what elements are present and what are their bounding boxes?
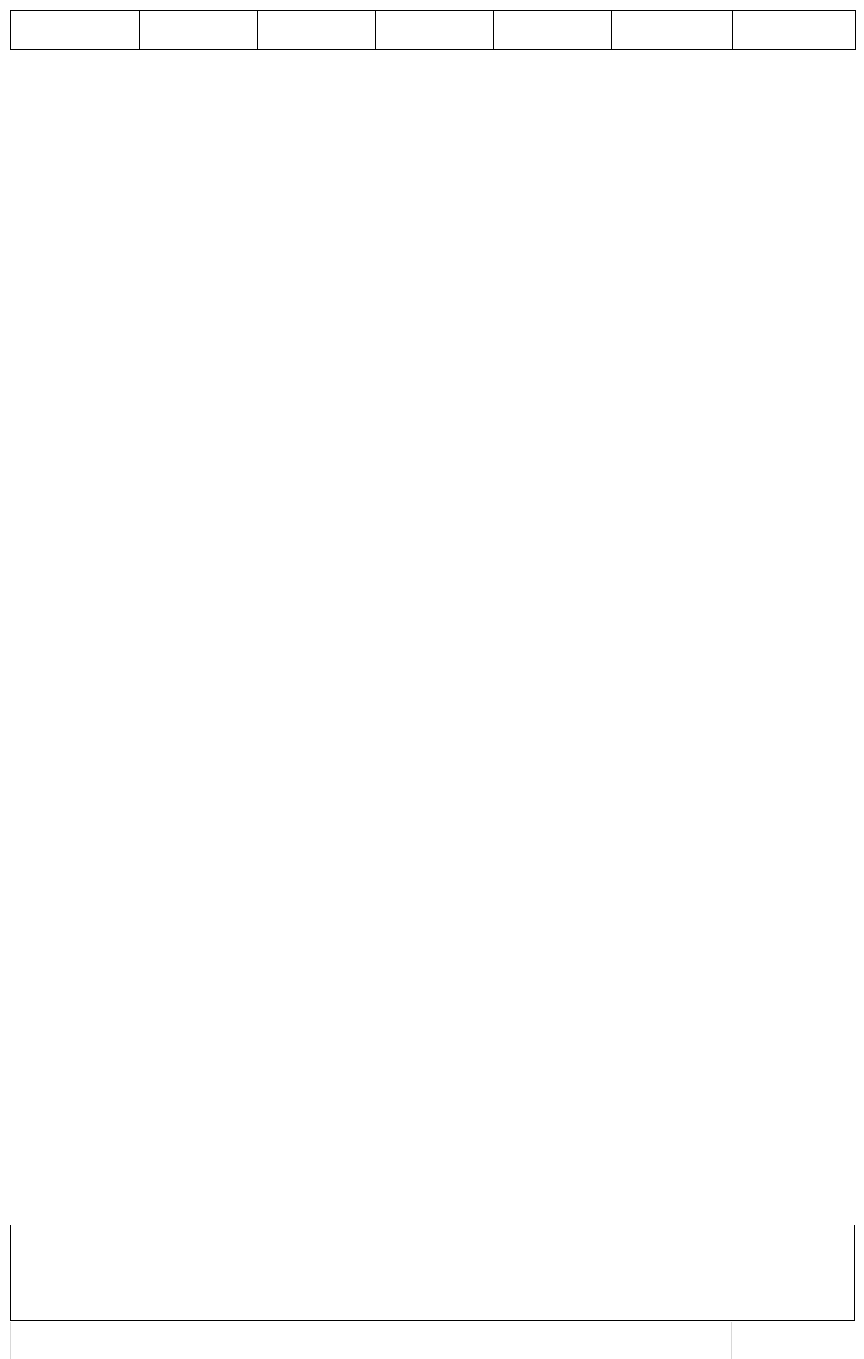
header-date-cell[interactable] bbox=[258, 11, 376, 50]
header-date-cell[interactable] bbox=[733, 11, 856, 50]
header-unit-cell[interactable] bbox=[140, 11, 258, 50]
price-table bbox=[10, 10, 856, 50]
empty-grid-area bbox=[10, 1322, 856, 1359]
notes-box[interactable] bbox=[10, 1225, 855, 1321]
price-table-body bbox=[11, 11, 856, 50]
header-row bbox=[11, 11, 856, 50]
header-date-cell[interactable] bbox=[494, 11, 612, 50]
header-name-cell[interactable] bbox=[11, 11, 140, 50]
price-table-container bbox=[10, 10, 855, 50]
header-date-cell[interactable] bbox=[376, 11, 494, 50]
grid-line bbox=[731, 1322, 732, 1359]
header-date-cell[interactable] bbox=[612, 11, 733, 50]
